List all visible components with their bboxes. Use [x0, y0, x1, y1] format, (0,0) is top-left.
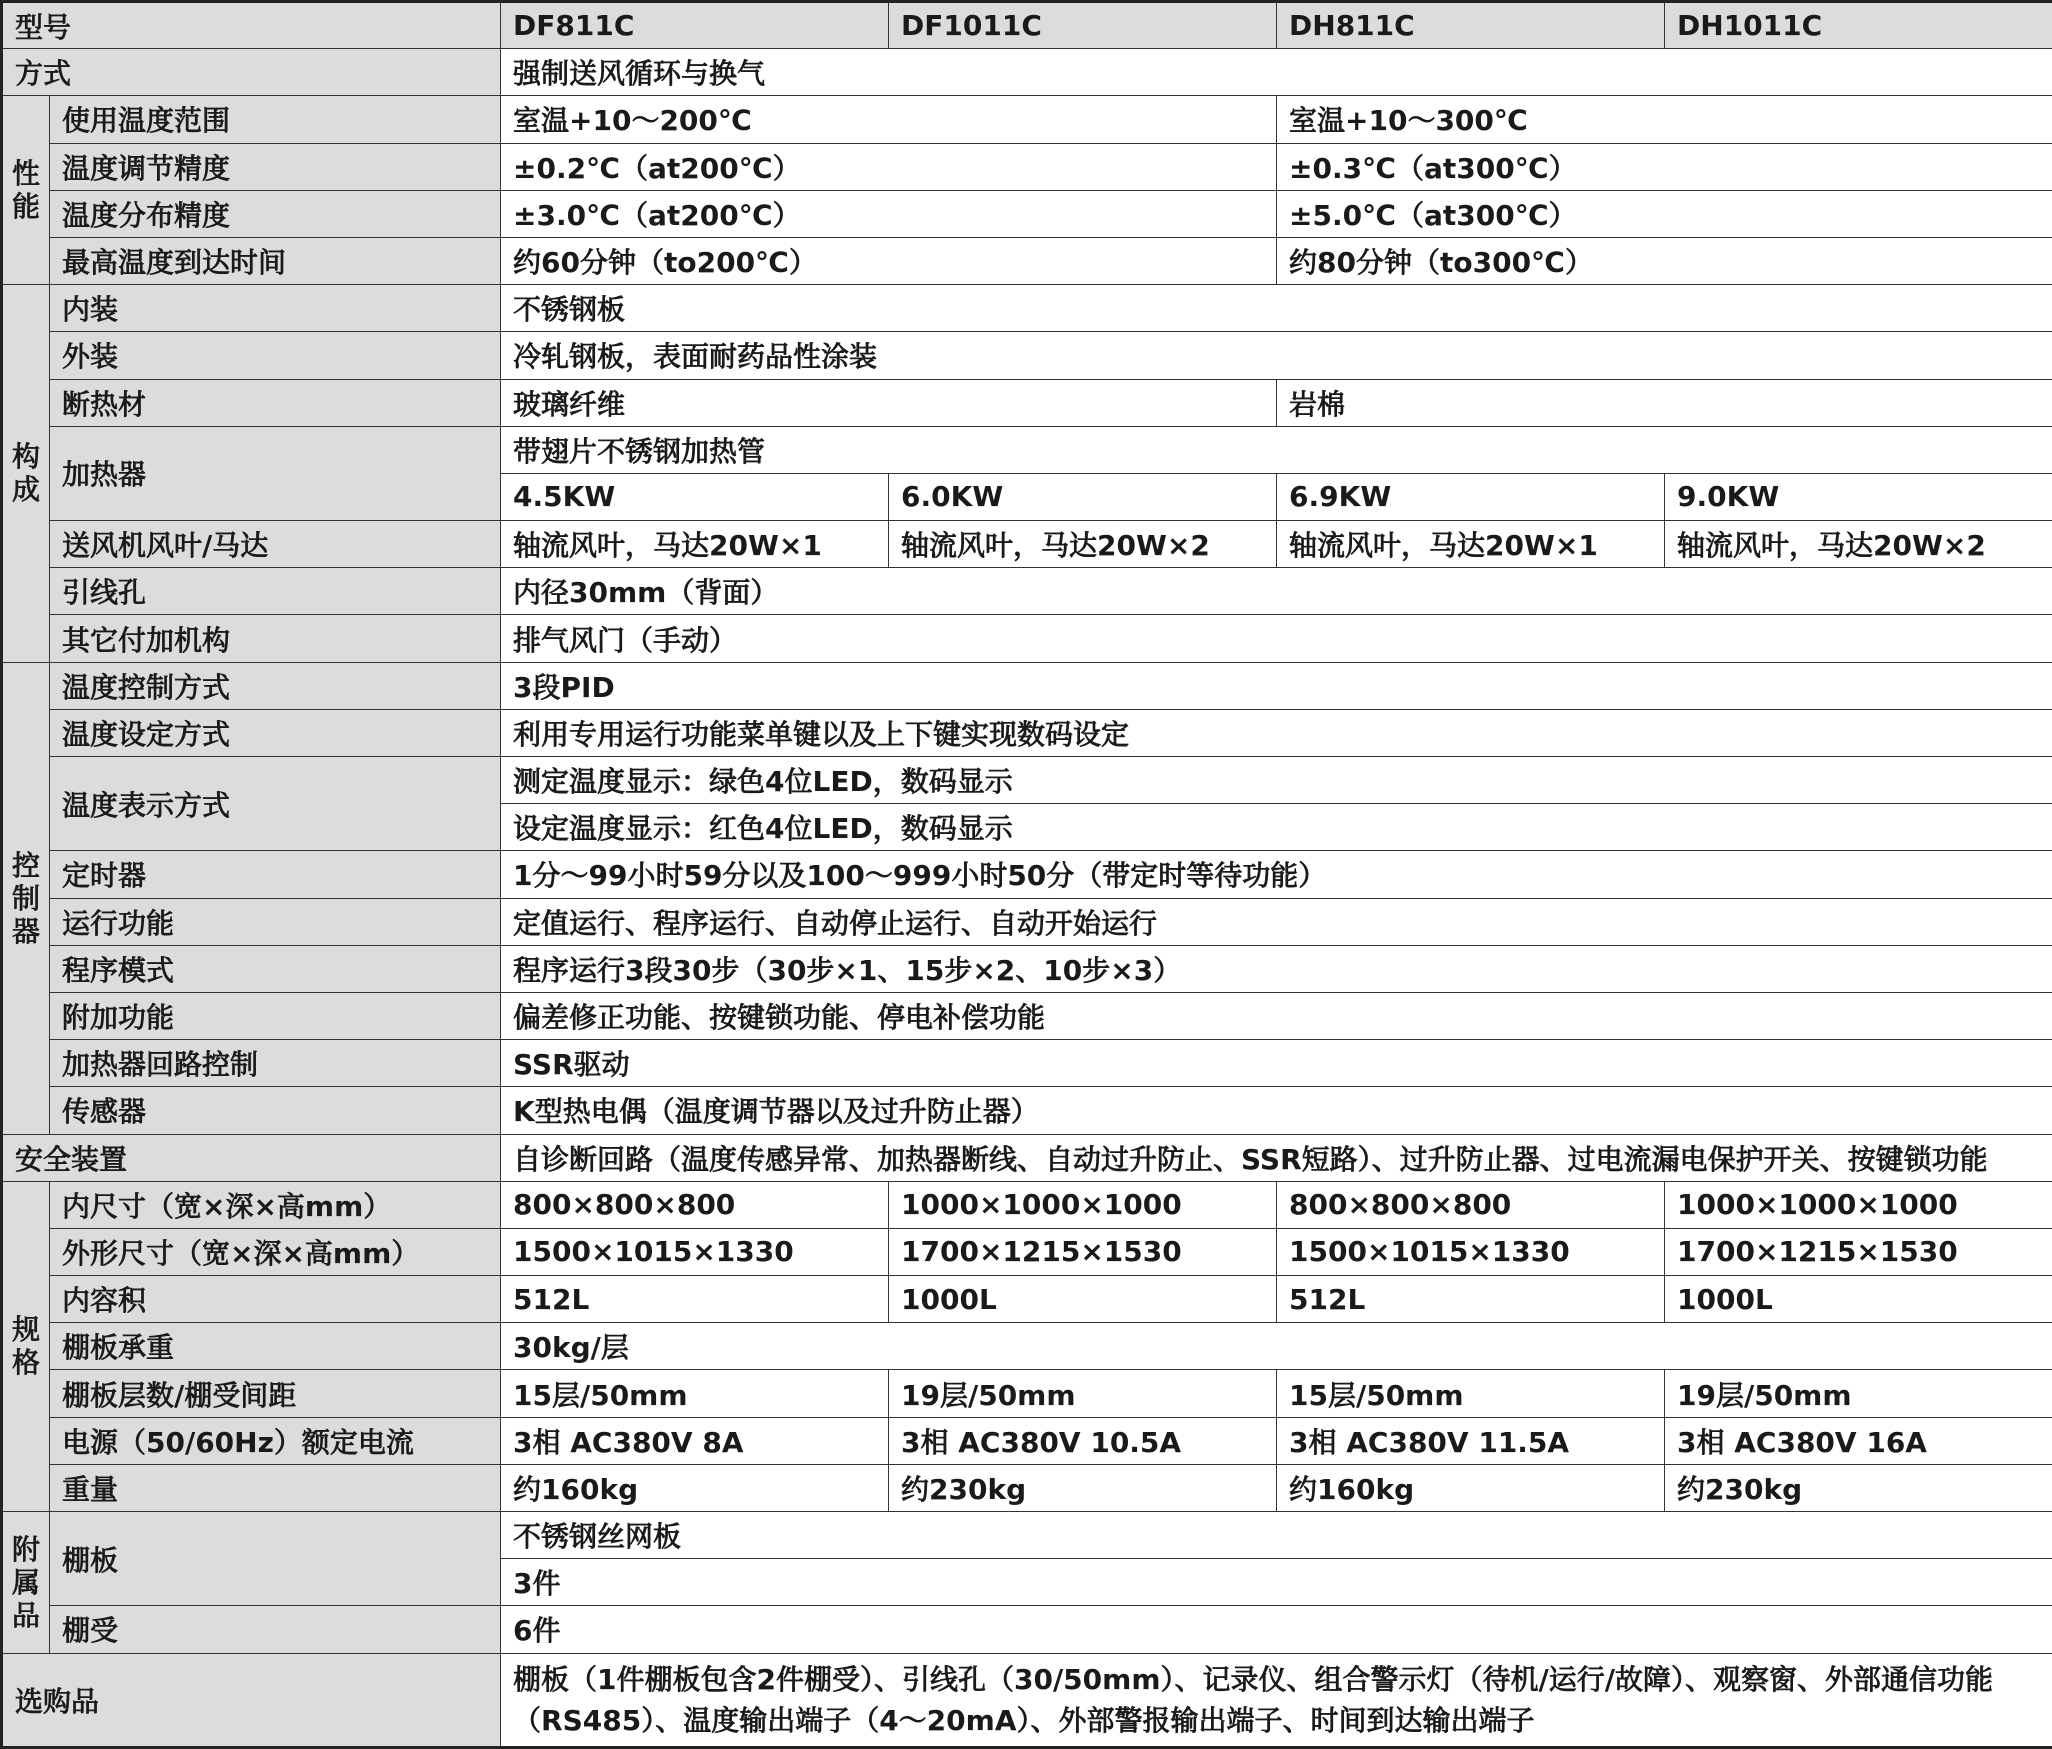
model-df1011c: DF1011C	[889, 2, 1277, 49]
shelf-type-row	[2, 1512, 2052, 1559]
sensor-row	[2, 1087, 2052, 1134]
outer-size-row	[2, 1228, 2052, 1275]
shelf-layers-df811c: 15层/50mm	[501, 1370, 889, 1417]
timer-label: 定时器	[50, 851, 501, 898]
volume-row	[2, 1276, 2052, 1323]
shelf-layers-label: 棚板层数/棚受间距	[50, 1370, 501, 1417]
fan-label: 送风机风叶/马达	[50, 521, 501, 568]
insulation-label: 断热材	[50, 379, 501, 426]
shelf-load-label: 棚板承重	[50, 1323, 501, 1370]
header-row	[2, 2, 2052, 49]
volume-df811c: 512L	[501, 1276, 889, 1323]
cable-hole-label: 引线孔	[50, 568, 501, 615]
category-controller: 控制器	[2, 662, 50, 1134]
run-function-value: 定值运行、程序运行、自动停止运行、自动开始运行	[501, 898, 2052, 945]
heater-power-df811c: 4.5KW	[501, 473, 889, 520]
inner-size-dh811c: 800×800×800	[1277, 1181, 1665, 1228]
max-temp-time-dh: 约80分钟（to300℃）	[1277, 237, 2052, 284]
temp-distribution-df: ±3.0℃（at200℃）	[501, 190, 1277, 237]
program-mode-label: 程序模式	[50, 945, 501, 992]
shelf-support-label: 棚受	[50, 1606, 501, 1653]
weight-label: 重量	[50, 1464, 501, 1511]
shelf-layers-dh811c: 15层/50mm	[1277, 1370, 1665, 1417]
exterior-value: 冷轧钢板，表面耐药品性涂装	[501, 332, 2052, 379]
sensor-value: K型热电偶（温度调节器以及过升防止器）	[501, 1087, 2052, 1134]
model-dh1011c: DH1011C	[1665, 2, 2052, 49]
options-value: 棚板（1件棚板包含2件棚受）、引线孔（30/50mm）、记录仪、组合警示灯（待机/运行/故障）、观察窗、外部通信功能（RS485）、温度输出端子（4～20mA）、外部警报输出端子、时间到达输出端子	[501, 1653, 2052, 1747]
power-row	[2, 1417, 2052, 1464]
heater-circuit-label: 加热器回路控制	[50, 1040, 501, 1087]
run-function-label: 运行功能	[50, 898, 501, 945]
insulation-row	[2, 379, 2052, 426]
timer-row	[2, 851, 2052, 898]
display-method-label: 温度表示方式	[50, 757, 501, 851]
exterior-label: 外装	[50, 332, 501, 379]
power-dh811c: 3相 AC380V 11.5A	[1277, 1417, 1665, 1464]
fan-dh1011c: 轴流风叶，马达20W×2	[1665, 521, 2052, 568]
heater-power-dh811c: 6.9KW	[1277, 473, 1665, 520]
inner-size-label: 内尺寸（宽×深×高mm）	[50, 1181, 501, 1228]
max-temp-time-row	[2, 237, 2052, 284]
power-df1011c: 3相 AC380V 10.5A	[889, 1417, 1277, 1464]
options-row	[2, 1653, 2052, 1747]
other-mechanism-label: 其它付加机构	[50, 615, 501, 662]
additional-function-row	[2, 992, 2052, 1039]
volume-dh811c: 512L	[1277, 1276, 1665, 1323]
shelf-load-row	[2, 1323, 2052, 1370]
weight-dh811c: 约160kg	[1277, 1464, 1665, 1511]
control-method-label: 温度控制方式	[50, 662, 501, 709]
inner-size-row	[2, 1181, 2052, 1228]
shelf-support-row	[2, 1606, 2052, 1653]
model-dh811c: DH811C	[1277, 2, 1665, 49]
shelf-type: 不锈钢丝网板	[501, 1512, 2052, 1559]
heater-label: 加热器	[50, 426, 501, 520]
fan-df811c: 轴流风叶，马达20W×1	[501, 521, 889, 568]
additional-function-value: 偏差修正功能、按键锁功能、停电补偿功能	[501, 992, 2052, 1039]
category-accessories: 附属品	[2, 1512, 50, 1654]
setting-method-label: 温度设定方式	[50, 709, 501, 756]
insulation-df: 玻璃纤维	[501, 379, 1277, 426]
setting-method-value: 利用专用运行功能菜单键以及上下键实现数码设定	[501, 709, 2052, 756]
outer-size-df811c: 1500×1015×1330	[501, 1228, 889, 1275]
interior-value: 不锈钢板	[501, 285, 2052, 332]
heater-type: 带翅片不锈钢加热管	[501, 426, 2052, 473]
program-mode-row	[2, 945, 2052, 992]
temp-accuracy-df: ±0.2℃（at200℃）	[501, 143, 1277, 190]
control-method-value: 3段PID	[501, 662, 2052, 709]
display-measured-value: 测定温度显示：绿色4位LED，数码显示	[501, 757, 2052, 804]
cable-hole-row	[2, 568, 2052, 615]
inner-size-df1011c: 1000×1000×1000	[889, 1181, 1277, 1228]
options-label: 选购品	[2, 1653, 501, 1747]
power-df811c: 3相 AC380V 8A	[501, 1417, 889, 1464]
volume-dh1011c: 1000L	[1665, 1276, 2052, 1323]
volume-df1011c: 1000L	[889, 1276, 1277, 1323]
shelf-load-value: 30kg/层	[501, 1323, 2052, 1370]
exterior-row	[2, 332, 2052, 379]
display-set-value: 设定温度显示：红色4位LED，数码显示	[501, 804, 2052, 851]
category-specs: 规格	[2, 1181, 50, 1511]
additional-function-label: 附加功能	[50, 992, 501, 1039]
temp-distribution-label: 温度分布精度	[50, 190, 501, 237]
max-temp-time-label: 最高温度到达时间	[50, 237, 501, 284]
safety-label: 安全装置	[2, 1134, 501, 1181]
temp-range-dh: 室温+10～300℃	[1277, 96, 2052, 143]
temp-distribution-row	[2, 190, 2052, 237]
temp-distribution-dh: ±5.0℃（at300℃）	[1277, 190, 2052, 237]
power-dh1011c: 3相 AC380V 16A	[1665, 1417, 2052, 1464]
heater-power-dh1011c: 9.0KW	[1665, 473, 2052, 520]
model-label: 型号	[2, 2, 501, 49]
fan-dh811c: 轴流风叶，马达20W×1	[1277, 521, 1665, 568]
fan-df1011c: 轴流风叶，马达20W×2	[889, 521, 1277, 568]
outer-size-df1011c: 1700×1215×1530	[889, 1228, 1277, 1275]
shelf-support-value: 6件	[501, 1606, 2052, 1653]
power-label: 电源（50/60Hz）额定电流	[50, 1417, 501, 1464]
interior-label: 内装	[50, 285, 501, 332]
shelf-layers-dh1011c: 19层/50mm	[1665, 1370, 2052, 1417]
temp-accuracy-label: 温度调节精度	[50, 143, 501, 190]
inner-size-dh1011c: 1000×1000×1000	[1665, 1181, 2052, 1228]
inner-size-df811c: 800×800×800	[501, 1181, 889, 1228]
max-temp-time-df: 约60分钟（to200℃）	[501, 237, 1277, 284]
heater-type-row	[2, 426, 2052, 473]
other-mechanism-value: 排气风门（手动）	[501, 615, 2052, 662]
setting-method-row	[2, 709, 2052, 756]
weight-df811c: 约160kg	[501, 1464, 889, 1511]
model-df811c: DF811C	[501, 2, 889, 49]
method-row	[2, 49, 2052, 96]
category-performance: 性能	[2, 96, 50, 285]
shelf-layers-row	[2, 1370, 2052, 1417]
temp-accuracy-dh: ±0.3℃（at300℃）	[1277, 143, 2052, 190]
shelf-count: 3件	[501, 1559, 2052, 1606]
weight-dh1011c: 约230kg	[1665, 1464, 2052, 1511]
other-mechanism-row	[2, 615, 2052, 662]
control-method-row	[2, 662, 2052, 709]
sensor-label: 传感器	[50, 1087, 501, 1134]
outer-size-dh811c: 1500×1015×1330	[1277, 1228, 1665, 1275]
shelf-label: 棚板	[50, 1512, 501, 1606]
temp-range-row	[2, 96, 2052, 143]
outer-size-label: 外形尺寸（宽×深×高mm）	[50, 1228, 501, 1275]
run-function-row	[2, 898, 2052, 945]
safety-row	[2, 1134, 2052, 1181]
insulation-dh: 岩棉	[1277, 379, 2052, 426]
interior-row	[2, 285, 2052, 332]
program-mode-value: 程序运行3段30步（30步×1、15步×2、10步×3）	[501, 945, 2052, 992]
weight-row	[2, 1464, 2052, 1511]
temp-range-df: 室温+10～200℃	[501, 96, 1277, 143]
category-construction: 构成	[2, 285, 50, 663]
timer-value: 1分～99小时59分以及100～999小时50分（带定时等待功能）	[501, 851, 2052, 898]
heater-circuit-value: SSR驱动	[501, 1040, 2052, 1087]
heater-circuit-row	[2, 1040, 2052, 1087]
temp-accuracy-row	[2, 143, 2052, 190]
method-value: 强制送风循环与换气	[501, 49, 2052, 96]
weight-df1011c: 约230kg	[889, 1464, 1277, 1511]
heater-power-df1011c: 6.0KW	[889, 473, 1277, 520]
cable-hole-value: 内径30mm（背面）	[501, 568, 2052, 615]
fan-row	[2, 521, 2052, 568]
volume-label: 内容积	[50, 1276, 501, 1323]
display-measured-row	[2, 757, 2052, 804]
safety-value: 自诊断回路（温度传感异常、加热器断线、自动过升防止、SSR短路）、过升防止器、过电流漏电保护开关、按键锁功能	[501, 1134, 2052, 1181]
outer-size-dh1011c: 1700×1215×1530	[1665, 1228, 2052, 1275]
method-label: 方式	[2, 49, 501, 96]
shelf-layers-df1011c: 19层/50mm	[889, 1370, 1277, 1417]
temp-range-label: 使用温度范围	[50, 96, 501, 143]
